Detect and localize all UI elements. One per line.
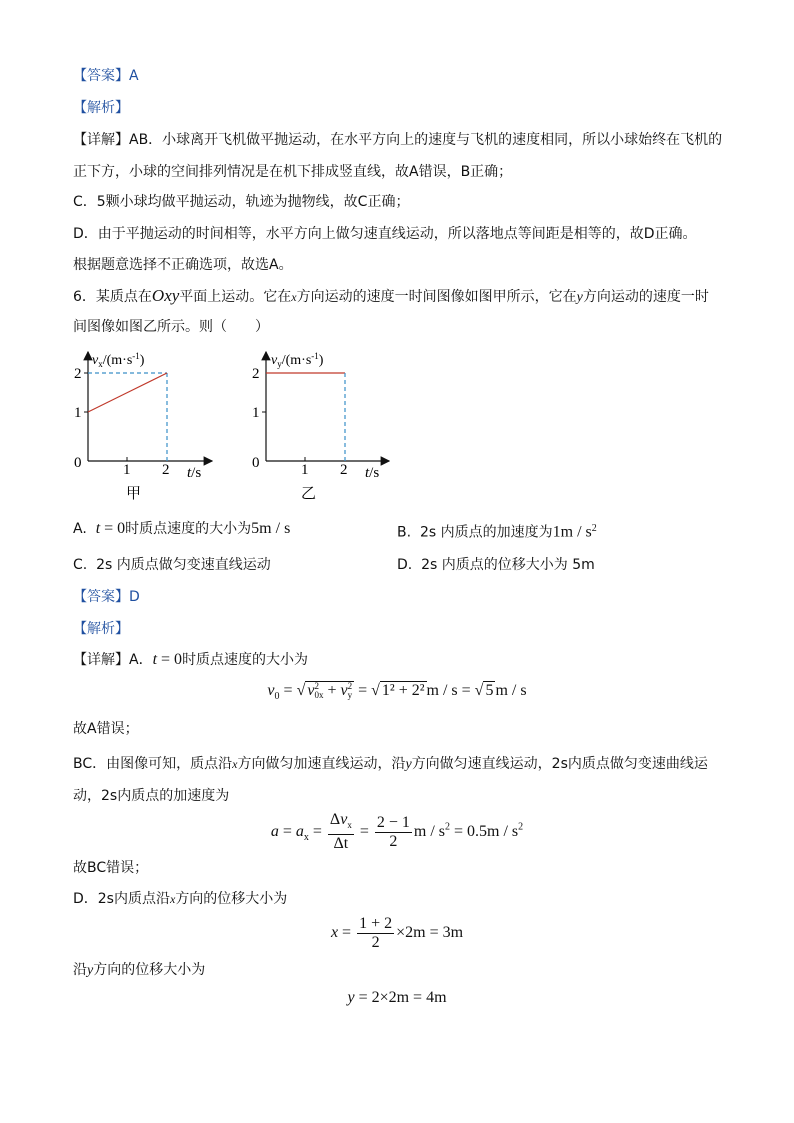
yi-origin: 0: [252, 455, 260, 471]
graph-jia: [62, 346, 222, 506]
jia-origin: 0: [74, 455, 82, 471]
q5-answer: 【答案】A: [73, 68, 139, 84]
q5-detail-line2: 正下方，小球的空间排列情况是在机下排成竖直线，故A错误，B正确；: [73, 164, 513, 180]
option-b: B. 2s 内质点的加速度为$1m / s^2$: [397, 523, 597, 541]
equation-v0: $v_0$ = √ v 2 0x + v 2 y = √ 1² + 2² m / s = √ 5 m / s: [267, 681, 527, 703]
graph-yi: [239, 346, 399, 506]
equation-acceleration: $a = a_x$ = $\frac{\Delta v_x}{\Delta t}$ = $\frac{2 - 1}{2}$ $m / s^2 = 0.5m / s^2$: [270, 811, 524, 853]
bc-line2: 动，2s内质点的加速度为: [73, 788, 230, 804]
jia-xlabel: t/s: [187, 465, 202, 481]
q5-detail-line1: 【详解】AB．小球离开飞机做平抛运动，在水平方向上的速度与飞机的速度相同，所以小球始终在飞机的: [73, 132, 723, 148]
yi-caption: 乙: [301, 486, 317, 502]
yi-ytick-2: 2: [252, 366, 260, 382]
q6-stem-line2: 间图像如图乙所示。则（ ）: [73, 319, 269, 335]
q6-detail-a: 【详解】A．t = 0时质点速度的大小为: [73, 651, 309, 668]
wrong-a: 故A错误；: [73, 721, 139, 737]
option-a: A. t = 0时质点速度的大小为5m / s: [73, 520, 291, 537]
q6-analysis-label: 【解析】: [73, 621, 129, 637]
equation-x-displacement: x = $\frac{1 + 2}{2}$ ×2m = 3m: [330, 915, 464, 951]
jia-ytick-2: 2: [74, 366, 82, 382]
jia-xtick-1: 1: [123, 462, 131, 478]
yi-ytick-1: 1: [252, 405, 260, 421]
q6-answer: 【答案】D: [73, 589, 140, 605]
yi-xtick-1: 1: [301, 462, 309, 478]
jia-ylabel: $v_x/(m\cdot s^{-1})$: [92, 351, 145, 369]
jia-velocity-line: [88, 373, 167, 412]
q6-stem-line1: 6．某质点在Oxy平面上运动。它在x方向运动的速度一时间图像如图甲所示，它在y方向运动的速度一时: [73, 286, 709, 305]
yi-xtick-2: 2: [340, 462, 348, 478]
q5-conclusion: 根据题意选择不正确选项，故选A。: [73, 257, 293, 273]
yi-ylabel: $v_y/(m\cdot s^{-1})$: [271, 351, 324, 369]
d-line: D．2s内质点沿x方向的位移大小为: [73, 891, 288, 907]
option-c: C. 2s 内质点做匀变速直线运动: [73, 557, 271, 573]
equation-y-displacement: y = 2×2m = 4m: [347, 989, 447, 1006]
jia-xtick-2: 2: [162, 462, 170, 478]
wrong-bc: 故BC错误；: [73, 860, 149, 876]
jia-ytick-1: 1: [74, 405, 82, 421]
q5-detail-line3: C．5颗小球均做平抛运动，轨迹为抛物线，故C正确；: [73, 194, 410, 210]
bc-line1: BC．由图像可知，质点沿x方向做匀加速直线运动，沿y方向做匀速直线运动，2s内质点做匀变速曲线运: [73, 756, 708, 772]
q5-detail-line4: D．由于平抛运动的时间相等，水平方向上做匀速直线运动，所以落地点等间距是相等的，故D正确。: [73, 226, 697, 242]
yi-xlabel: t/s: [365, 465, 380, 481]
option-d: D. 2s 内质点的位移大小为 5m: [397, 557, 595, 573]
jia-caption: 甲: [126, 486, 142, 502]
along-y-line: 沿y方向的位移大小为: [73, 962, 206, 978]
q5-analysis-label: 【解析】: [73, 100, 129, 116]
